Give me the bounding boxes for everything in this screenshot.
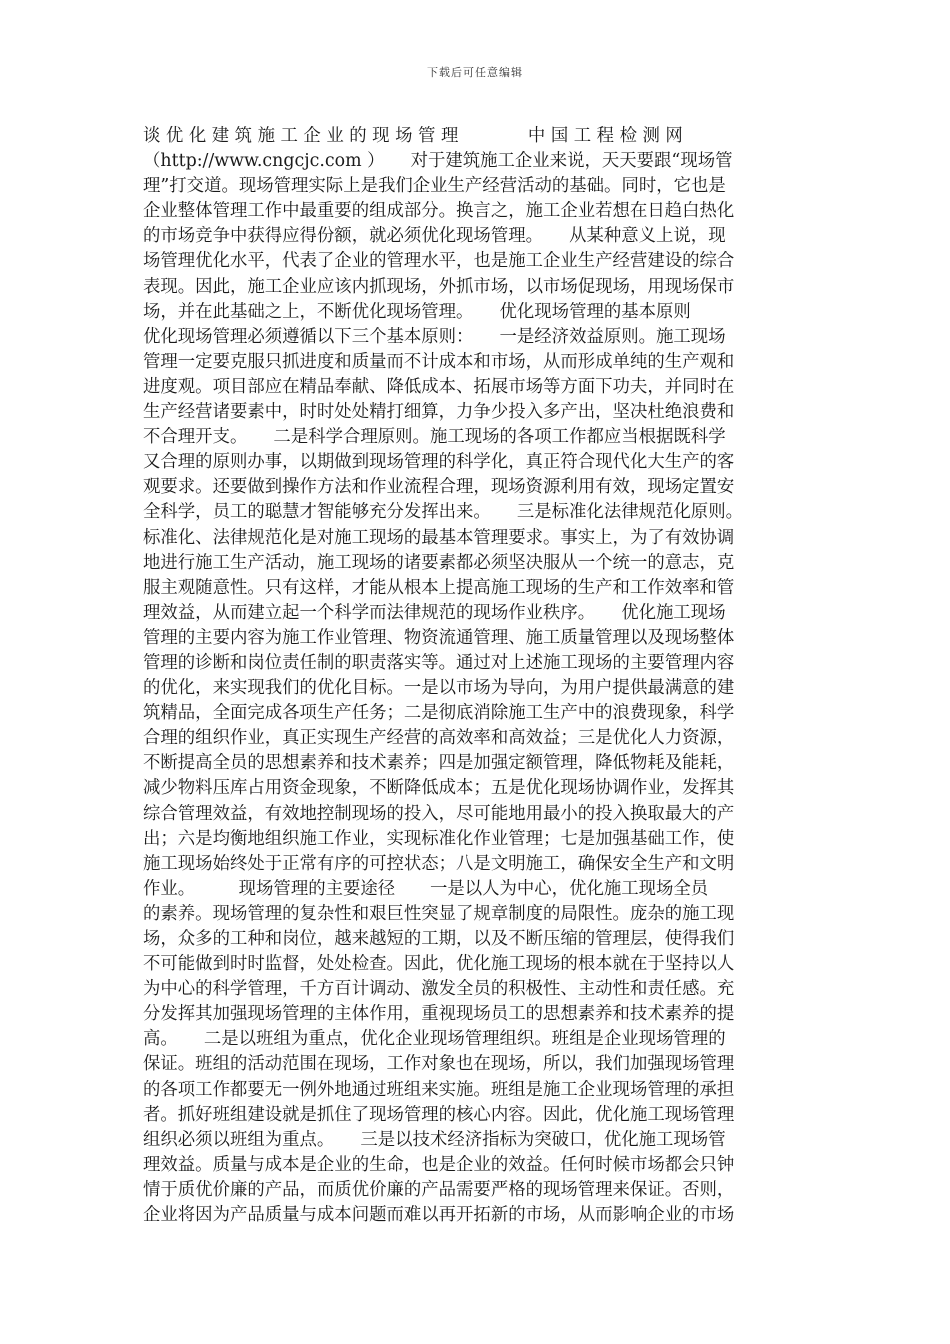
text-line: 生产经营诸要素中，时时处处精打细算，力争少投入多产出，坚决杜绝浪费和 <box>143 402 735 423</box>
text-line: 筑精品，全面完成各项生产任务；二是彻底消除施工生产中的浪费现象，科学 <box>143 703 735 724</box>
text-line: 作业。 现场管理的主要途径 一是以人为中心，优化施工现场全员 <box>143 878 709 899</box>
text-line: 又合理的原则办事，以期做到现场管理的科学化，真正符合现代化大生产的客 <box>143 452 735 473</box>
text-line: 合理的组织作业，真正实现生产经营的高效率和高效益；三是优化人力资源， <box>143 728 735 749</box>
text-line: 理效益。质量与成本是企业的生命，也是企业的效益。任何时候市场都会只钟 <box>143 1154 735 1175</box>
text-line: 者。抓好班组建设就是抓住了现场管理的核心内容。因此，优化施工现场管理 <box>143 1104 735 1125</box>
text-line: 观要求。还要做到操作方法和作业流程合理，现场资源利用有效，现场定置安 <box>143 477 735 498</box>
text-line: 出；六是均衡地组织施工作业，实现标准化作业管理；七是加强基础工作，使 <box>143 828 735 849</box>
text-line: 减少物料压库占用资金现象，不断降低成本；五是优化现场协调作业，发挥其 <box>143 778 735 799</box>
text-line: 的优化，来实现我们的优化目标。一是以市场为导向，为用户提供最满意的建 <box>143 678 735 699</box>
text-line: 地进行施工生产活动，施工现场的诸要素都必须坚决服从一个统一的意志，克 <box>143 552 735 573</box>
text-line: 进度观。项目部应在精品奉献、降低成本、拓展市场等方面下功夫，并同时在 <box>143 376 735 397</box>
text-line: 施工现场始终处于正常有序的可控状态；八是文明施工，确保安全生产和文明 <box>143 853 735 874</box>
text-line: 谈 优 化 建 筑 施 工 企 业 的 现 场 管 理 中 国 工 程 检 测 网 <box>143 126 683 146</box>
text-line: 分发挥其加强现场管理的主体作用，重视现场员工的思想素养和技术素养的提 <box>143 1004 735 1025</box>
text-line: 管理的诊断和岗位责任制的职责落实等。通过对上述施工现场的主要管理内容 <box>143 652 735 673</box>
text-line: 服主观随意性。只有这样，才能从根本上提高施工现场的生产和工作效率和管 <box>143 577 735 598</box>
text-line: （http://www.cngcjc.com ） 对于建筑施工企业来说，天天要跟“现场管 <box>143 151 733 172</box>
text-line: 不断提高全员的思想素养和技术素养；四是加强定额管理，降低物耗及能耗， <box>143 753 735 774</box>
text-line: 企业将因为产品质量与成本问题而难以再开拓新的市场，从而影响企业的市场 <box>143 1205 735 1226</box>
text-line: 场管理优化水平，代表了企业的管理水平，也是施工企业生产经营建设的综合 <box>143 251 735 272</box>
text-line: 标准化、法律规范化是对施工现场的最基本管理要求。事实上，为了有效协调 <box>143 527 735 548</box>
text-line: 表现。因此，施工企业应该内抓现场，外抓市场，以市场促现场，用现场保市 <box>143 276 735 297</box>
text-line: 不可能做到时时监督，处处检查。因此，优化施工现场的根本就在于坚持以人 <box>143 954 735 975</box>
text-line: 的市场竞争中获得应得份额，就必须优化现场管理。 从某种意义上说，现 <box>143 226 726 247</box>
text-line: 为中心的科学管理，千方百计调动、激发全员的积极性、主动性和责任感。充 <box>143 979 735 1000</box>
header-note: 下载后可任意编辑 <box>427 66 523 79</box>
text-line: 情于质优价廉的产品，而质优价廉的产品需要严格的现场管理来保证。否则， <box>143 1179 735 1200</box>
text-line: 企业整体管理工作中最重要的组成部分。换言之，施工企业若想在日趋白热化 <box>143 201 735 222</box>
text-line: 管理一定要克服只抓进度和质量而不计成本和市场，从而形成单纯的生产观和 <box>143 351 735 372</box>
text-line: 管理的主要内容为施工作业管理、物资流通管理、施工质量管理以及现场整体 <box>143 627 735 648</box>
text-line: 的各项工作都要无一例外地通过班组来实施。班组是施工企业现场管理的承担 <box>143 1079 735 1100</box>
text-line: 组织必须以班组为重点。 三是以技术经济指标为突破口，优化施工现场管 <box>143 1129 726 1150</box>
text-line: 场，并在此基础之上，不断优化现场管理。 优化现场管理的基本原则 <box>143 301 691 322</box>
text-line: 理”打交道。现场管理实际上是我们企业生产经营活动的基础。同时，它也是 <box>143 176 726 197</box>
text-line: 高。 二是以班组为重点，优化企业现场管理组织。班组是企业现场管理的 <box>143 1029 726 1050</box>
text-line: 的素养。现场管理的复杂性和艰巨性突显了规章制度的局限性。庞杂的施工现 <box>143 903 735 924</box>
text-line: 不合理开支。 二是科学合理原则。施工现场的各项工作都应当根据既科学 <box>143 427 726 448</box>
text-line: 优化现场管理必须遵循以下三个基本原则： 一是经济效益原则。施工现场 <box>143 326 726 347</box>
text-line: 全科学，员工的聪慧才智能够充分发挥出来。 三是标准化法律规范化原则。 <box>143 502 743 523</box>
text-line: 场，众多的工种和岗位，越来越短的工期，以及不断压缩的管理层，使得我们 <box>143 929 735 949</box>
text-line: 综合管理效益，有效地控制现场的投入，尽可能地用最小的投入换取最大的产 <box>143 803 735 824</box>
text-line: 理效益，从而建立起一个科学而法律规范的现场作业秩序。 优化施工现场 <box>143 602 726 623</box>
text-line: 保证。班组的活动范围在现场，工作对象也在现场，所以，我们加强现场管理 <box>143 1054 735 1075</box>
body-text <box>143 124 809 1228</box>
